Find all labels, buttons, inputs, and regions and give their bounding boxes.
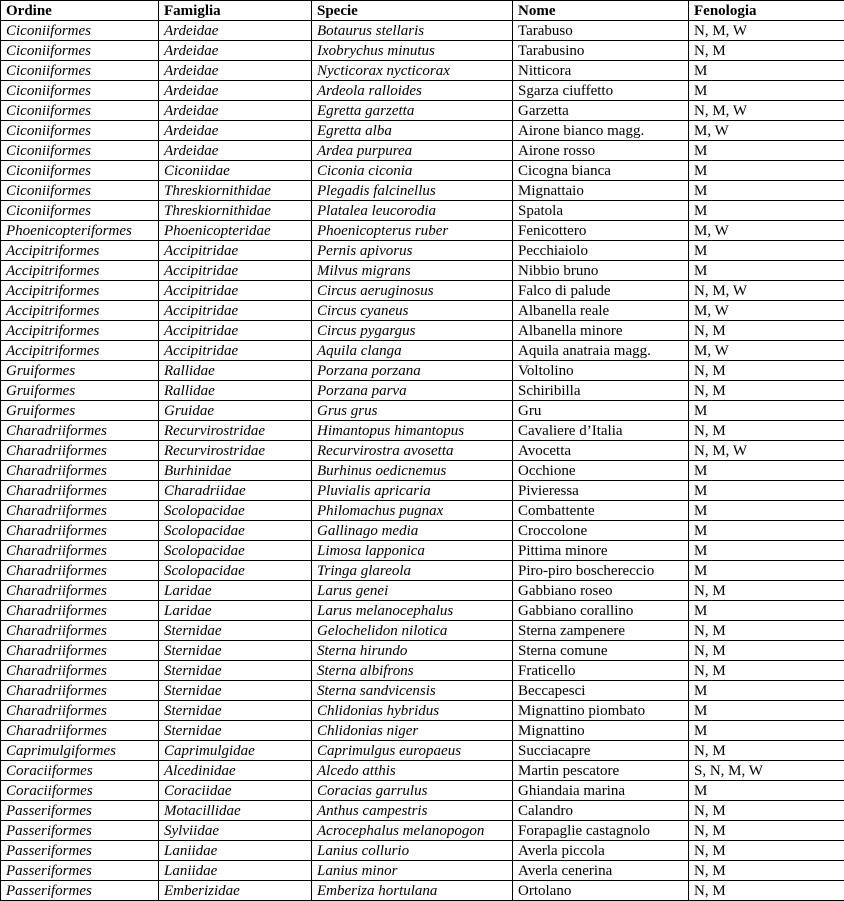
table-row: [1, 41, 844, 61]
cell-fenologia: M: [689, 161, 844, 181]
cell-nome: Gru: [513, 401, 689, 421]
cell-specie: Alcedo atthis: [312, 761, 513, 781]
table-row: [1, 521, 844, 541]
cell-fenologia: M: [689, 61, 844, 81]
cell-fenologia: M, W: [689, 341, 844, 361]
table-row: [1, 181, 844, 201]
cell-specie: Gelochelidon nilotica: [312, 621, 513, 641]
cell-nome: Airone bianco magg.: [513, 121, 689, 141]
cell-famiglia: Ciconiidae: [159, 161, 312, 181]
cell-famiglia: Charadriidae: [159, 481, 312, 501]
header-row: [1, 1, 844, 21]
cell-nome: Voltolino: [513, 361, 689, 381]
cell-nome: Gabbiano roseo: [513, 581, 689, 601]
cell-specie: Nycticorax nycticorax: [312, 61, 513, 81]
cell-specie: Larus melanocephalus: [312, 601, 513, 621]
cell-famiglia: Sylviidae: [159, 821, 312, 841]
cell-famiglia: Laridae: [159, 601, 312, 621]
header-famiglia: Famiglia: [159, 1, 312, 21]
table-row: [1, 441, 844, 461]
table-row: [1, 201, 844, 221]
cell-famiglia: Threskiornithidae: [159, 201, 312, 221]
table-row: [1, 341, 844, 361]
cell-ordine: Passeriformes: [1, 821, 159, 841]
cell-specie: Ciconia ciconia: [312, 161, 513, 181]
cell-nome: Albanella minore: [513, 321, 689, 341]
cell-famiglia: Sternidae: [159, 661, 312, 681]
cell-nome: Pittima minore: [513, 541, 689, 561]
table-row: [1, 321, 844, 341]
cell-ordine: Ciconiiformes: [1, 201, 159, 221]
cell-ordine: Charadriiformes: [1, 481, 159, 501]
cell-ordine: Charadriiformes: [1, 721, 159, 741]
cell-fenologia: N, M, W: [689, 281, 844, 301]
cell-ordine: Charadriiformes: [1, 601, 159, 621]
table-row: [1, 601, 844, 621]
cell-ordine: Ciconiiformes: [1, 161, 159, 181]
cell-fenologia: N, M: [689, 41, 844, 61]
cell-fenologia: M: [689, 481, 844, 501]
cell-famiglia: Scolopacidae: [159, 541, 312, 561]
cell-fenologia: N, M: [689, 881, 844, 901]
cell-specie: Pluvialis apricaria: [312, 481, 513, 501]
cell-famiglia: Sternidae: [159, 641, 312, 661]
table-row: [1, 381, 844, 401]
cell-nome: Gabbiano corallino: [513, 601, 689, 621]
cell-nome: Croccolone: [513, 521, 689, 541]
cell-ordine: Ciconiiformes: [1, 181, 159, 201]
cell-nome: Nibbio bruno: [513, 261, 689, 281]
cell-specie: Ixobrychus minutus: [312, 41, 513, 61]
cell-famiglia: Ardeidae: [159, 21, 312, 41]
cell-ordine: Charadriiformes: [1, 581, 159, 601]
cell-famiglia: Gruidae: [159, 401, 312, 421]
table-row: [1, 681, 844, 701]
cell-fenologia: M: [689, 521, 844, 541]
cell-ordine: Ciconiiformes: [1, 121, 159, 141]
cell-ordine: Gruiformes: [1, 381, 159, 401]
cell-nome: Piro-piro boschereccio: [513, 561, 689, 581]
cell-nome: Nitticora: [513, 61, 689, 81]
cell-ordine: Ciconiiformes: [1, 141, 159, 161]
header-nome: Nome: [513, 1, 689, 21]
cell-ordine: Passeriformes: [1, 841, 159, 861]
cell-specie: Sterna albifrons: [312, 661, 513, 681]
cell-fenologia: M: [689, 541, 844, 561]
table-row: [1, 721, 844, 741]
cell-famiglia: Caprimulgidae: [159, 741, 312, 761]
cell-nome: Martin pescatore: [513, 761, 689, 781]
table-row: [1, 301, 844, 321]
cell-nome: Sterna comune: [513, 641, 689, 661]
cell-famiglia: Alcedinidae: [159, 761, 312, 781]
cell-fenologia: N, M: [689, 841, 844, 861]
cell-famiglia: Sternidae: [159, 721, 312, 741]
table-row: [1, 361, 844, 381]
cell-specie: Tringa glareola: [312, 561, 513, 581]
cell-ordine: Charadriiformes: [1, 561, 159, 581]
cell-fenologia: N, M: [689, 381, 844, 401]
cell-nome: Mignattaio: [513, 181, 689, 201]
cell-fenologia: M: [689, 461, 844, 481]
cell-nome: Tarabusino: [513, 41, 689, 61]
cell-fenologia: M: [689, 681, 844, 701]
cell-fenologia: M: [689, 81, 844, 101]
cell-ordine: Accipitriformes: [1, 281, 159, 301]
cell-famiglia: Scolopacidae: [159, 501, 312, 521]
header-specie: Specie: [312, 1, 513, 21]
cell-specie: Porzana porzana: [312, 361, 513, 381]
cell-ordine: Phoenicopteriformes: [1, 221, 159, 241]
cell-nome: Avocetta: [513, 441, 689, 461]
table-row: [1, 481, 844, 501]
cell-specie: Platalea leucorodia: [312, 201, 513, 221]
cell-fenologia: N, M: [689, 801, 844, 821]
cell-famiglia: Ardeidae: [159, 121, 312, 141]
cell-famiglia: Accipitridae: [159, 261, 312, 281]
cell-famiglia: Recurvirostridae: [159, 421, 312, 441]
cell-nome: Averla cenerina: [513, 861, 689, 881]
cell-ordine: Charadriiformes: [1, 621, 159, 641]
cell-famiglia: Scolopacidae: [159, 561, 312, 581]
cell-nome: Sterna zampenere: [513, 621, 689, 641]
cell-ordine: Passeriformes: [1, 801, 159, 821]
cell-specie: Philomachus pugnax: [312, 501, 513, 521]
cell-specie: Anthus campestris: [312, 801, 513, 821]
cell-specie: Sterna hirundo: [312, 641, 513, 661]
cell-fenologia: M: [689, 201, 844, 221]
table-row: [1, 541, 844, 561]
cell-ordine: Accipitriformes: [1, 341, 159, 361]
cell-fenologia: M, W: [689, 221, 844, 241]
cell-fenologia: M: [689, 401, 844, 421]
table-row: [1, 821, 844, 841]
cell-fenologia: N, M: [689, 661, 844, 681]
cell-ordine: Accipitriformes: [1, 321, 159, 341]
cell-specie: Lanius collurio: [312, 841, 513, 861]
table-body: [1, 21, 844, 901]
table-row: [1, 281, 844, 301]
cell-ordine: Ciconiiformes: [1, 81, 159, 101]
cell-nome: Cavaliere d’Italia: [513, 421, 689, 441]
cell-nome: Falco di palude: [513, 281, 689, 301]
table-row: [1, 641, 844, 661]
table-row: [1, 761, 844, 781]
table-row: [1, 241, 844, 261]
cell-famiglia: Ardeidae: [159, 61, 312, 81]
cell-ordine: Accipitriformes: [1, 241, 159, 261]
cell-specie: Aquila clanga: [312, 341, 513, 361]
cell-specie: Emberiza hortulana: [312, 881, 513, 901]
cell-fenologia: M, W: [689, 121, 844, 141]
cell-ordine: Passeriformes: [1, 861, 159, 881]
cell-nome: Pecchiaiolo: [513, 241, 689, 261]
cell-ordine: Charadriiformes: [1, 501, 159, 521]
cell-famiglia: Ardeidae: [159, 41, 312, 61]
cell-specie: Ardea purpurea: [312, 141, 513, 161]
cell-fenologia: M: [689, 781, 844, 801]
table-row: [1, 261, 844, 281]
cell-nome: Ortolano: [513, 881, 689, 901]
cell-ordine: Coraciiformes: [1, 761, 159, 781]
table-row: [1, 161, 844, 181]
cell-specie: Porzana parva: [312, 381, 513, 401]
cell-specie: Botaurus stellaris: [312, 21, 513, 41]
cell-fenologia: M: [689, 601, 844, 621]
cell-famiglia: Accipitridae: [159, 281, 312, 301]
table-row: [1, 781, 844, 801]
cell-fenologia: N, M: [689, 321, 844, 341]
cell-famiglia: Sternidae: [159, 621, 312, 641]
cell-fenologia: N, M, W: [689, 101, 844, 121]
cell-ordine: Accipitriformes: [1, 301, 159, 321]
cell-famiglia: Rallidae: [159, 361, 312, 381]
cell-fenologia: M: [689, 141, 844, 161]
cell-famiglia: Threskiornithidae: [159, 181, 312, 201]
cell-specie: Egretta garzetta: [312, 101, 513, 121]
table-row: [1, 861, 844, 881]
cell-famiglia: Accipitridae: [159, 301, 312, 321]
table-row: [1, 561, 844, 581]
cell-ordine: Charadriiformes: [1, 681, 159, 701]
cell-famiglia: Ardeidae: [159, 141, 312, 161]
cell-famiglia: Burhinidae: [159, 461, 312, 481]
table-row: [1, 661, 844, 681]
cell-famiglia: Accipitridae: [159, 241, 312, 261]
cell-famiglia: Coraciidae: [159, 781, 312, 801]
cell-nome: Sgarza ciuffetto: [513, 81, 689, 101]
cell-specie: Chlidonias niger: [312, 721, 513, 741]
cell-specie: Sterna sandvicensis: [312, 681, 513, 701]
cell-nome: Garzetta: [513, 101, 689, 121]
cell-famiglia: Laniidae: [159, 861, 312, 881]
cell-ordine: Ciconiiformes: [1, 61, 159, 81]
cell-fenologia: N, M: [689, 741, 844, 761]
table-row: [1, 101, 844, 121]
cell-fenologia: M, W: [689, 301, 844, 321]
cell-famiglia: Laridae: [159, 581, 312, 601]
cell-nome: Cicogna bianca: [513, 161, 689, 181]
cell-ordine: Accipitriformes: [1, 261, 159, 281]
cell-fenologia: N, M: [689, 621, 844, 641]
table-row: [1, 121, 844, 141]
cell-specie: Circus aeruginosus: [312, 281, 513, 301]
cell-specie: Burhinus oedicnemus: [312, 461, 513, 481]
cell-nome: Beccapesci: [513, 681, 689, 701]
table-row: [1, 621, 844, 641]
cell-ordine: Charadriiformes: [1, 541, 159, 561]
table-row: [1, 421, 844, 441]
cell-ordine: Charadriiformes: [1, 441, 159, 461]
cell-fenologia: N, M: [689, 581, 844, 601]
cell-ordine: Ciconiiformes: [1, 41, 159, 61]
cell-specie: Lanius minor: [312, 861, 513, 881]
cell-nome: Airone rosso: [513, 141, 689, 161]
cell-specie: Egretta alba: [312, 121, 513, 141]
cell-nome: Aquila anatraia magg.: [513, 341, 689, 361]
table-row: [1, 701, 844, 721]
cell-fenologia: M: [689, 261, 844, 281]
cell-specie: Chlidonias hybridus: [312, 701, 513, 721]
cell-fenologia: M: [689, 501, 844, 521]
cell-fenologia: M: [689, 241, 844, 261]
cell-specie: Milvus migrans: [312, 261, 513, 281]
cell-famiglia: Laniidae: [159, 841, 312, 861]
cell-specie: Grus grus: [312, 401, 513, 421]
cell-fenologia: M: [689, 721, 844, 741]
cell-ordine: Ciconiiformes: [1, 101, 159, 121]
cell-fenologia: N, M: [689, 421, 844, 441]
cell-specie: Coracias garrulus: [312, 781, 513, 801]
cell-nome: Fenicottero: [513, 221, 689, 241]
cell-ordine: Charadriiformes: [1, 701, 159, 721]
cell-specie: Gallinago media: [312, 521, 513, 541]
table-row: [1, 881, 844, 901]
cell-nome: Succiacapre: [513, 741, 689, 761]
cell-famiglia: Sternidae: [159, 701, 312, 721]
cell-famiglia: Scolopacidae: [159, 521, 312, 541]
cell-specie: Ardeola ralloides: [312, 81, 513, 101]
cell-famiglia: Emberizidae: [159, 881, 312, 901]
cell-nome: Albanella reale: [513, 301, 689, 321]
table-row: [1, 741, 844, 761]
cell-fenologia: N, M: [689, 361, 844, 381]
cell-specie: Phoenicopterus ruber: [312, 221, 513, 241]
table-row: [1, 581, 844, 601]
cell-ordine: Gruiformes: [1, 401, 159, 421]
cell-famiglia: Accipitridae: [159, 341, 312, 361]
cell-famiglia: Phoenicopteridae: [159, 221, 312, 241]
cell-fenologia: N, M: [689, 641, 844, 661]
cell-fenologia: M: [689, 561, 844, 581]
cell-nome: Occhione: [513, 461, 689, 481]
cell-fenologia: N, M, W: [689, 21, 844, 41]
table-row: [1, 501, 844, 521]
cell-specie: Larus genei: [312, 581, 513, 601]
cell-ordine: Charadriiformes: [1, 661, 159, 681]
cell-fenologia: N, M, W: [689, 441, 844, 461]
table-row: [1, 141, 844, 161]
table-row: [1, 401, 844, 421]
cell-specie: Circus pygargus: [312, 321, 513, 341]
header-fenologia: Fenologia: [689, 1, 844, 21]
cell-nome: Schiribilla: [513, 381, 689, 401]
cell-fenologia: N, M: [689, 821, 844, 841]
cell-famiglia: Sternidae: [159, 681, 312, 701]
cell-famiglia: Ardeidae: [159, 101, 312, 121]
cell-famiglia: Accipitridae: [159, 321, 312, 341]
cell-specie: Acrocephalus melanopogon: [312, 821, 513, 841]
cell-nome: Mignattino piombato: [513, 701, 689, 721]
cell-nome: Combattente: [513, 501, 689, 521]
table-row: [1, 221, 844, 241]
cell-famiglia: Ardeidae: [159, 81, 312, 101]
cell-nome: Calandro: [513, 801, 689, 821]
table-row: [1, 21, 844, 41]
cell-ordine: Charadriiformes: [1, 641, 159, 661]
table-row: [1, 461, 844, 481]
cell-fenologia: S, N, M, W: [689, 761, 844, 781]
cell-ordine: Caprimulgiformes: [1, 741, 159, 761]
cell-ordine: Coraciiformes: [1, 781, 159, 801]
cell-ordine: Passeriformes: [1, 881, 159, 901]
cell-ordine: Charadriiformes: [1, 521, 159, 541]
cell-specie: Recurvirostra avosetta: [312, 441, 513, 461]
table-row: [1, 801, 844, 821]
table-row: [1, 61, 844, 81]
cell-ordine: Gruiformes: [1, 361, 159, 381]
header-ordine: Ordine: [1, 1, 159, 21]
cell-ordine: Charadriiformes: [1, 421, 159, 441]
cell-famiglia: Motacillidae: [159, 801, 312, 821]
cell-fenologia: M: [689, 181, 844, 201]
table-row: [1, 81, 844, 101]
cell-fenologia: N, M: [689, 861, 844, 881]
cell-specie: Circus cyaneus: [312, 301, 513, 321]
cell-nome: Pivieressa: [513, 481, 689, 501]
cell-famiglia: Recurvirostridae: [159, 441, 312, 461]
cell-nome: Spatola: [513, 201, 689, 221]
cell-specie: Limosa lapponica: [312, 541, 513, 561]
cell-nome: Tarabuso: [513, 21, 689, 41]
cell-nome: Averla piccola: [513, 841, 689, 861]
cell-nome: Ghiandaia marina: [513, 781, 689, 801]
cell-fenologia: M: [689, 701, 844, 721]
cell-ordine: Charadriiformes: [1, 461, 159, 481]
cell-specie: Caprimulgus europaeus: [312, 741, 513, 761]
cell-specie: Himantopus himantopus: [312, 421, 513, 441]
cell-specie: Pernis apivorus: [312, 241, 513, 261]
cell-nome: Fraticello: [513, 661, 689, 681]
cell-ordine: Ciconiiformes: [1, 21, 159, 41]
cell-famiglia: Rallidae: [159, 381, 312, 401]
table-row: [1, 841, 844, 861]
cell-nome: Mignattino: [513, 721, 689, 741]
cell-specie: Plegadis falcinellus: [312, 181, 513, 201]
cell-nome: Forapaglie castagnolo: [513, 821, 689, 841]
